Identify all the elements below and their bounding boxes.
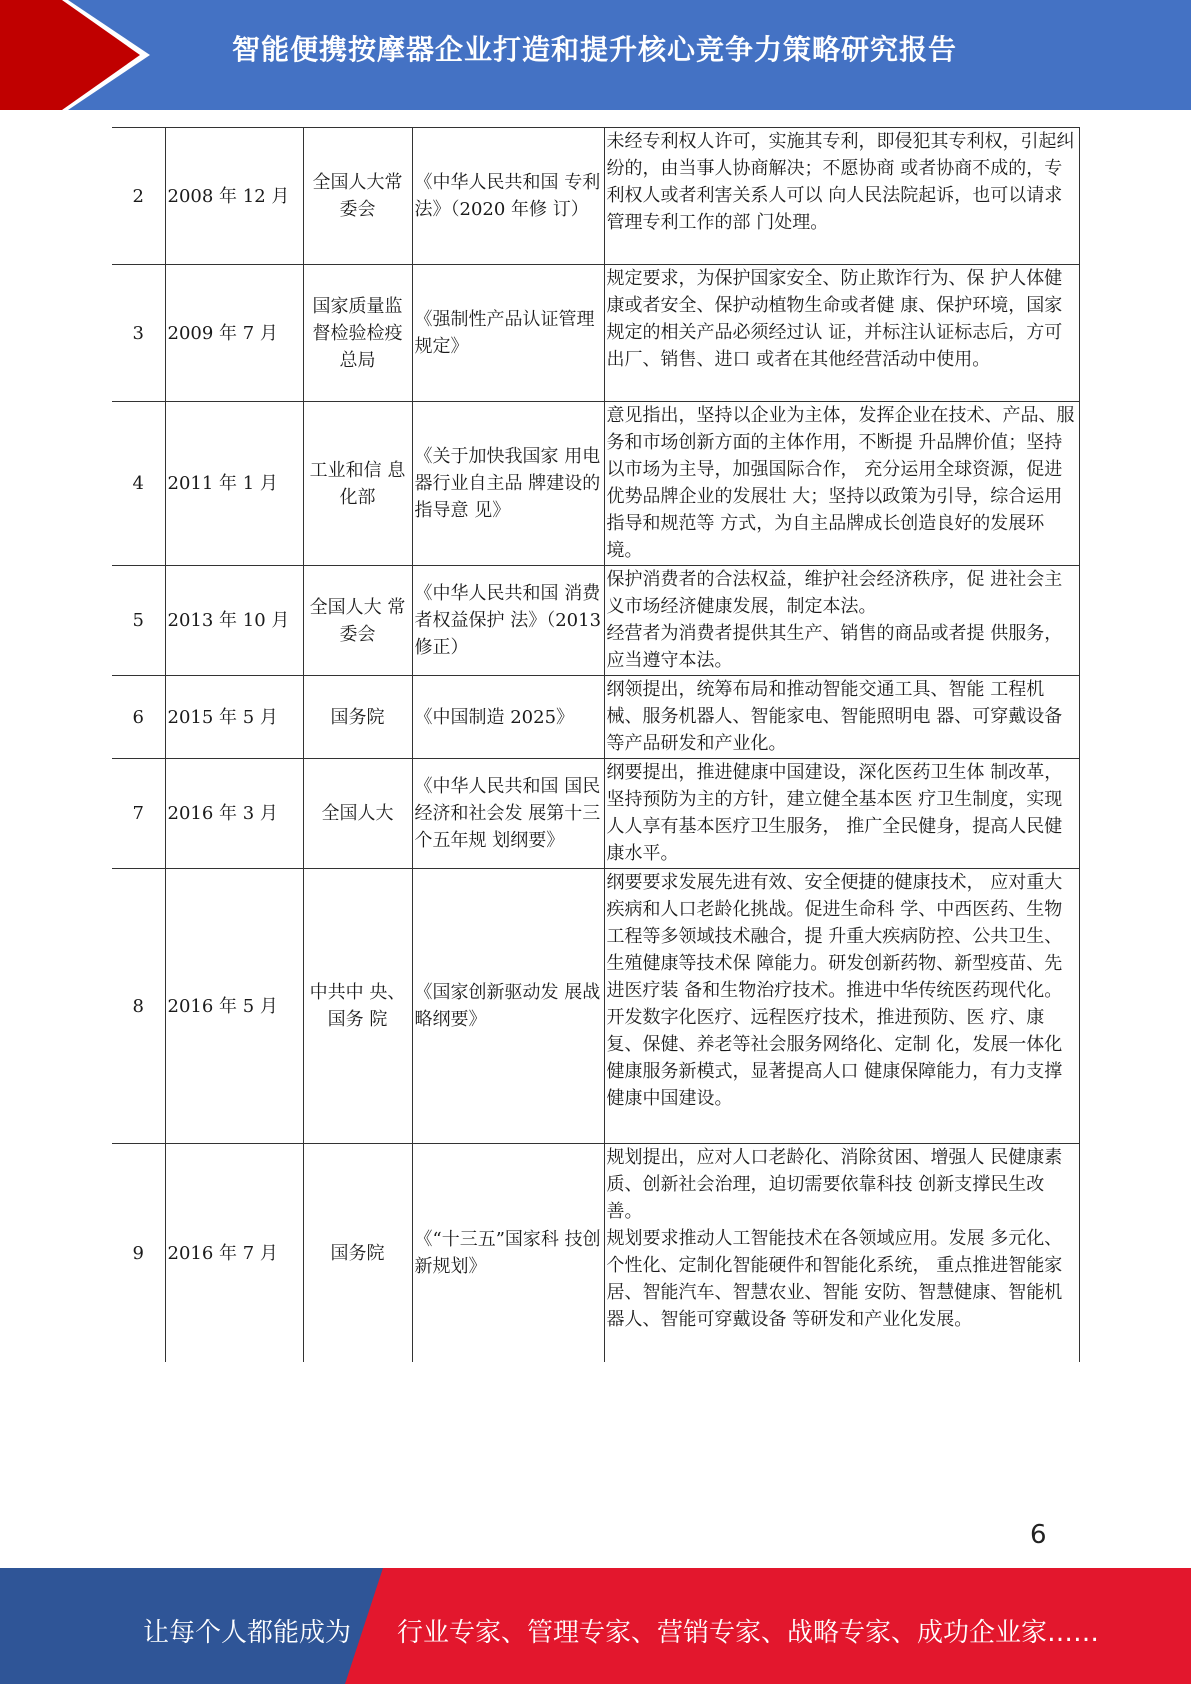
table-row <box>112 676 1080 759</box>
issuing-department: 国务院 <box>303 676 412 759</box>
table-row <box>112 566 1080 676</box>
page-footer <box>0 1568 1191 1684</box>
policy-content: 规定要求，为保护国家安全、防止欺诈行为、保 护人体健康或者安全、保护动植物生命或者健 康、保护环境，国家规定的相关产品必须经过认 证，并标注认证标志后，方可出厂、销售、进口 或者在其他经营活动中使用。 <box>604 265 1080 402</box>
policy-name: 《关于加快我国家 用电器行业自主品 牌建设的指导意 见》 <box>412 402 604 566</box>
issue-date: 2016 年 3 月 <box>165 759 303 869</box>
report-title: 智能便携按摩器企业打造和提升核心竞争力策略研究报告 <box>232 33 958 66</box>
policy-content: 纲领提出，统筹布局和推动智能交通工具、智能 工程机械、服务机器人、智能家电、智能照明电 器、可穿戴设备等产品研发和产业化。 <box>604 676 1080 759</box>
header-arrow-decoration <box>0 0 160 110</box>
policy-name: 《“十三五”国家科 技创新规划》 <box>412 1144 604 1363</box>
policy-name: 《中华人民共和国 国民经济和社会发 展第十三个五年规 划纲要》 <box>412 759 604 869</box>
issuing-department: 国务院 <box>303 1144 412 1363</box>
issuing-department: 全国人大 <box>303 759 412 869</box>
policy-content: 未经专利权人许可，实施其专利，即侵犯其专利权，引起纠纷的，由当事人协商解决；不愿协商 或者协商不成的，专利权人或者利害关系人可以 向人民法院起诉，也可以请求管理专利工作的部 门处理。 <box>604 128 1080 265</box>
row-number: 7 <box>112 759 165 869</box>
policy-content: 规划提出，应对人口老龄化、消除贫困、增强人 民健康素质、创新社会治理，迫切需要依靠科技 创新支撑民生改善。 规划要求推动人工智能技术在各领域应用。发展 多元化、个性化、定制化智能硬件和智能化系统， 重点推进智能家居、智能汽车、智慧农业、智能 安防、智慧健康、智能机器人、智能可穿戴设备 等研发和产业化发展。 <box>604 1144 1080 1363</box>
row-number: 9 <box>112 1144 165 1363</box>
policy-name: 《中华人民共和国 专利法》（2020 年修 订） <box>412 128 604 265</box>
policy-name: 《中华人民共和国 消费者权益保护 法》（2013 修正） <box>412 566 604 676</box>
table-row <box>112 1144 1080 1363</box>
issuing-department: 国家质量监督检验检疫总局 <box>303 265 412 402</box>
issue-date: 2016 年 7 月 <box>165 1144 303 1363</box>
table-row <box>112 869 1080 1144</box>
policy-name: 《国家创新驱动发 展战略纲要》 <box>412 869 604 1144</box>
policy-name: 《强制性产品认证管理规定》 <box>412 265 604 402</box>
issue-date: 2011 年 1 月 <box>165 402 303 566</box>
issuing-department: 全国人大 常委会 <box>303 566 412 676</box>
row-number: 5 <box>112 566 165 676</box>
footer-slogan-left: 让每个人都能成为 <box>143 1618 352 1648</box>
issue-date: 2009 年 7 月 <box>165 265 303 402</box>
policy-table <box>112 127 1080 1362</box>
row-number: 3 <box>112 265 165 402</box>
issue-date: 2013 年 10 月 <box>165 566 303 676</box>
issue-date: 2008 年 12 月 <box>165 128 303 265</box>
policy-content: 纲要要求发展先进有效、安全便捷的健康技术， 应对重大疾病和人口老龄化挑战。促进生命科 学、中西医药、生物工程等多领域技术融合，提 升重大疾病防控、公共卫生、生殖健康等技术保 障能力。研发创新药物、新型疫苗、先进医疗装 备和生物治疗技术。推进中华传统医药现代化。 开发数字化医疗、远程医疗技术，推进预防、医 疗、康复、保健、养老等社会服务网络化、定制 化，发展一体化健康服务新模式，显著提高人口 健康保障能力，有力支撑健康中国建设。 <box>604 869 1080 1144</box>
policy-content: 保护消费者的合法权益，维护社会经济秩序，促 进社会主义市场经济健康发展，制定本法。 经营者为消费者提供其生产、销售的商品或者提 供服务，应当遵守本法。 <box>604 566 1080 676</box>
row-number: 4 <box>112 402 165 566</box>
issue-date: 2015 年 5 月 <box>165 676 303 759</box>
table-row <box>112 265 1080 402</box>
issuing-department: 中共中 央、国务 院 <box>303 869 412 1144</box>
table-row <box>112 759 1080 869</box>
policy-content: 纲要提出，推进健康中国建设，深化医药卫生体 制改革，坚持预防为主的方针，建立健全基本医 疗卫生制度，实现人人享有基本医疗卫生服务， 推广全民健身，提高人民健康水平。 <box>604 759 1080 869</box>
policy-name: 《中国制造 2025》 <box>412 676 604 759</box>
issue-date: 2016 年 5 月 <box>165 869 303 1144</box>
policy-content: 意见指出，坚持以企业为主体，发挥企业在技术、产品、服务和市场创新方面的主体作用，不断提 升品牌价值；坚持以市场为主导，加强国际合作， 充分运用全球资源，促进优势品牌企业的发展壮 大；坚持以政策为引导，综合运用指导和规范等 方式，为自主品牌成长创造良好的发展环境。 <box>604 402 1080 566</box>
table-row <box>112 128 1080 265</box>
row-number: 6 <box>112 676 165 759</box>
row-number: 8 <box>112 869 165 1144</box>
page-header <box>0 0 1191 110</box>
row-number: 2 <box>112 128 165 265</box>
issuing-department: 全国人大常委会 <box>303 128 412 265</box>
issuing-department: 工业和信 息化部 <box>303 402 412 566</box>
page-number: 6 <box>1030 1520 1047 1550</box>
footer-slogan-right: 行业专家、管理专家、营销专家、战略专家、成功企业家…… <box>397 1618 1100 1648</box>
table-row <box>112 402 1080 566</box>
